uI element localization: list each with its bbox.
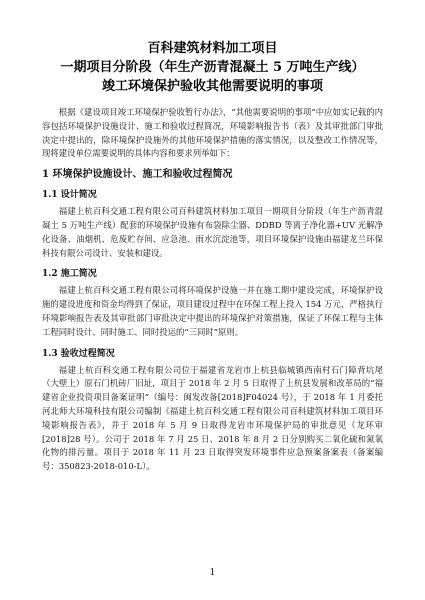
section-1-2-heading: 1.2 施工简况 [42,269,97,280]
title-line-2: 一期项目分阶段（年生产沥青混凝土 5 万吨生产线） [60,60,365,75]
section-1-heading: 1 环境保护设施设计、施工和验收过程简况 [42,169,233,181]
section-1-1-paragraph: 福建上杭百科交通工程有限公司百科建筑材料加工项目一期项目分阶段（年生产沥青混凝土 5 万吨生产线）配套的环境保护设施有布袋除尘器、DDBD 等离子净化器+UV 光解净化设备、油烟机、危废贮存间、应急池、雨水沉淀池等，项目环境保护设施由福建龙兰环保科技有限公司设计、安装和建设。 [42,206,383,258]
section-1-1-heading: 1.1 设计简况 [42,190,97,201]
section-1-3-heading: 1.3 验收过程简况 [42,348,115,359]
section-1-2-paragraph: 福建上杭百科交通工程有限公司将环境保护设施一并在施工期中建设完成，环境保护设施的建设进度和资金均得到了保证，项目建设过程中在环保工程上投入 154 万元，严格执行环境影响报告表及其审批部门审批决定中提出的环境保护对策措施，保证了环保工程与主体工程同时设计、同时施工、同时投运的“三同时”原则。 [42,285,383,337]
title-line-3: 竣工环境保护验收其他需要说明的事项 [101,79,323,94]
page-number: 1 [209,568,216,578]
section-1-3-paragraph: 福建上杭百科交通工程有限公司位于福建省龙岩市上杭县临城镇西南村石门障背坑尾（大壁上）原石门机砖厂旧址，项目于 2018 年 2 月 5 日取得了上杭县发展和改革局的“福建省企业投资项目备案证明”（编号：闽发改备[2018]F04024 号），于 2018 年 1 月委托河北师大环境科技有限公司编制《福建上杭百科交通工程有限公司百科建筑材料加工项目环境影响报告表》，并于 2018 年 5 月 9 日取得龙岩市环境保护局的审批意见（龙环审[2018]28 号）。公司于 2018 年 7 月 25 日、2018 年 8 月 2 日分别购买二氧化硫和氮氧化物的排污量。项目于 2018 年 11 月 23 日取得突发环境事件应急预案备案表（备案编号：350823-2018-010-L）。 [42,364,383,472]
title-line-1: 百科建筑材料加工项目 [147,41,278,56]
intro-paragraph: 根据《建设项目竣工环境保护验收暂行办法》，“其他需要说明的事项”中应如实记载的内容包括环境保护设施设计、施工和验收过程简况，环境影响报告书（表）及其审批部门审批决定中提出的，除环境保护设施外的其他环境保护措施的落实情况，以及整改工作情况等，现将建设单位需要说明的具体内容和要求列举如下： [42,107,383,159]
